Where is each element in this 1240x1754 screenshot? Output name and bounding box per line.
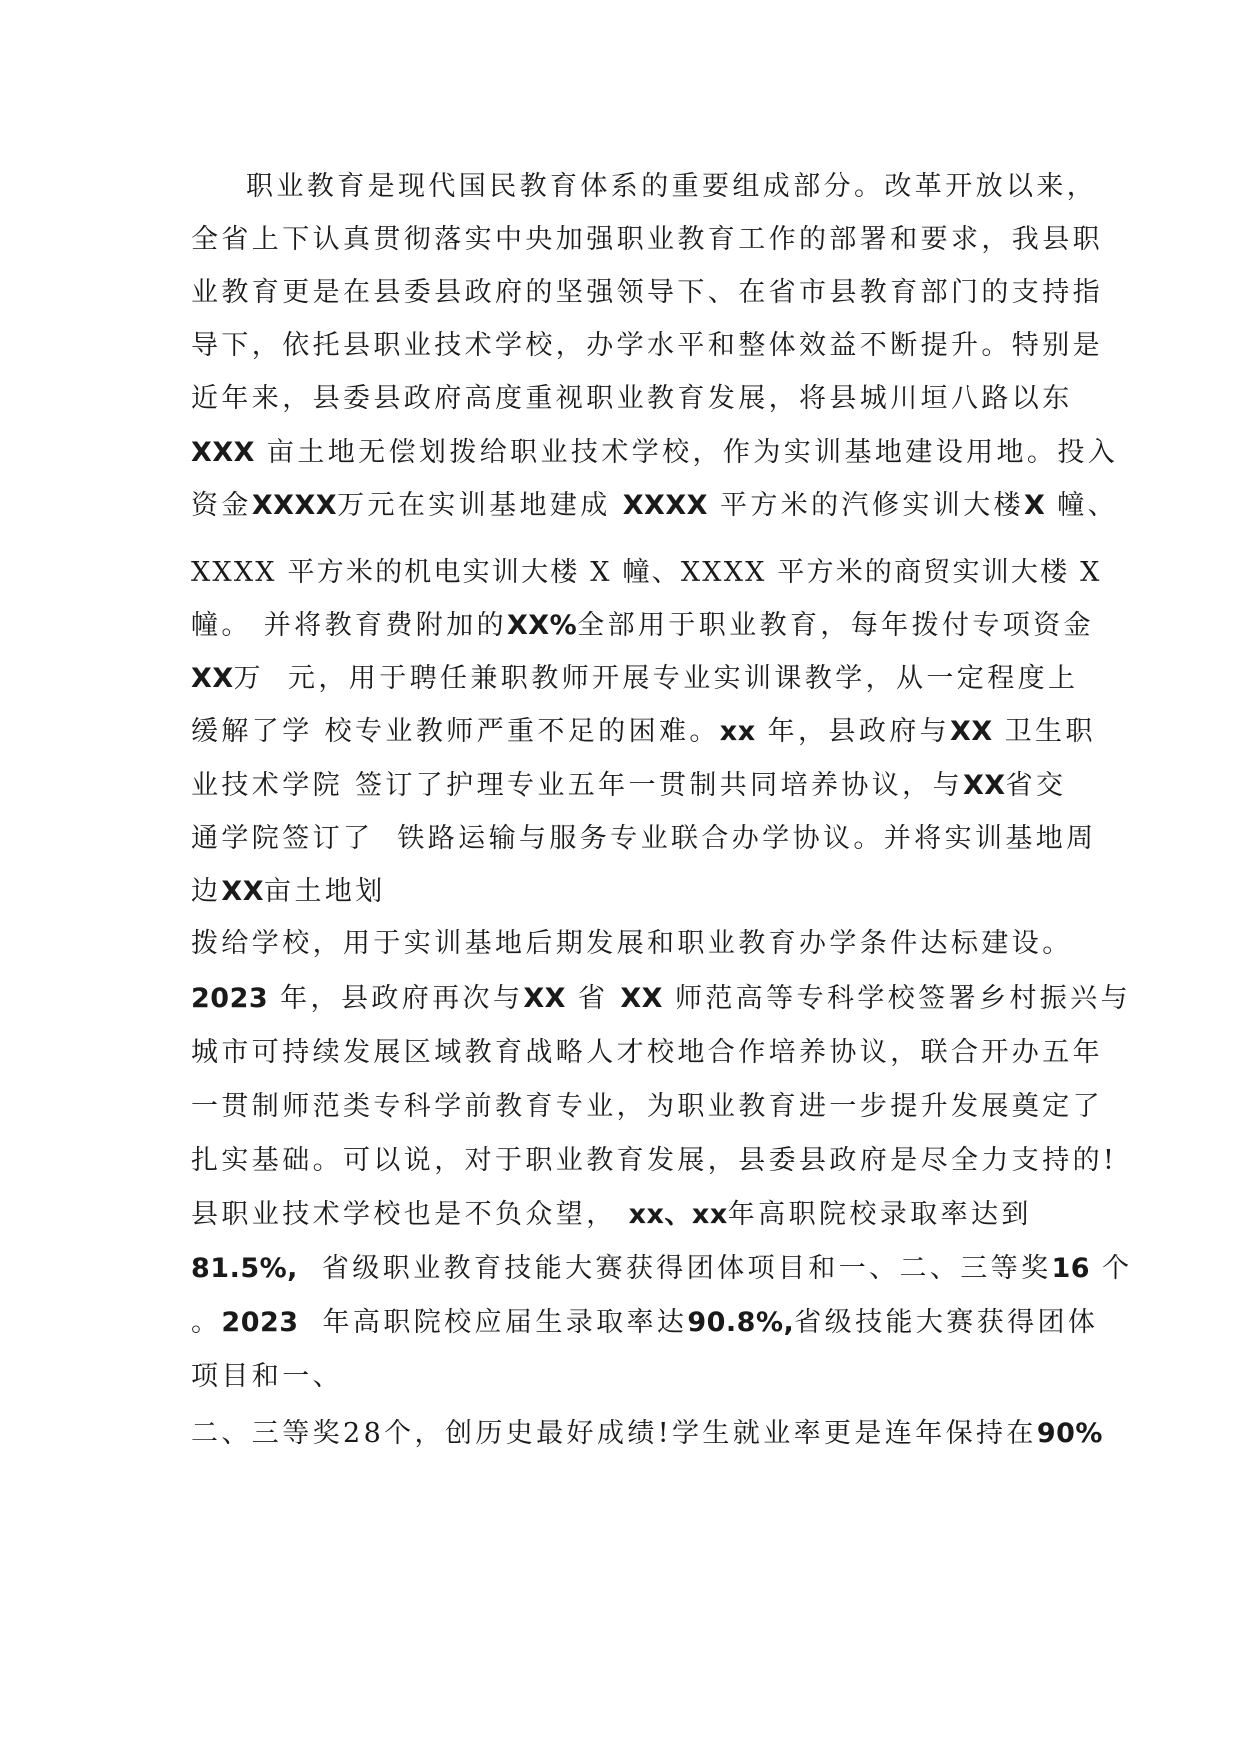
body-text: 全部用于职业教育，每年拨付专项资金 — [577, 610, 1094, 641]
emphasized-text: 2023 — [221, 1307, 299, 1338]
line-14 — [191, 875, 386, 909]
body-text: 缓解了学 校专业教师严重不足的困难。 — [191, 716, 720, 747]
line-2 — [191, 223, 1103, 257]
emphasized-text: XX — [962, 770, 1006, 801]
body-text: 通学院签订了 铁路运输与服务专业联合办学协议。并将实训基地周 — [191, 823, 1097, 854]
line-21 — [191, 1252, 1132, 1286]
body-text: 年高职院校应届生录取率达 — [298, 1307, 688, 1338]
body-text: 省级职业教育技能大赛获得团体项目和一、二、三等奖 — [297, 1253, 1052, 1284]
body-text: 项目和一、 — [191, 1361, 343, 1392]
line-16 — [191, 982, 1131, 1016]
emphasized-text: XX — [191, 663, 234, 694]
line-22 — [191, 1306, 1098, 1340]
emphasized-text: XX — [523, 983, 566, 1014]
body-text: 城市可持续发展区域教育战略人才校地合作培养协议，联合开办五年 — [191, 1037, 1103, 1068]
body-text: 一贯制师范类专科学前教育专业，为职业教育进一步提升发展奠定了 — [191, 1091, 1103, 1122]
emphasized-text: 90.8%, — [687, 1307, 795, 1338]
body-text: 县职业技术学校也是不负众望， — [191, 1199, 629, 1230]
line-24 — [191, 1417, 1103, 1451]
line-20 — [191, 1198, 1032, 1232]
emphasized-text: 90% — [1036, 1418, 1103, 1449]
body-text: 万元在实训基地建成 — [337, 490, 623, 521]
emphasized-text: XX — [620, 983, 663, 1014]
emphasized-text: xx、xx — [628, 1199, 728, 1230]
line-3 — [191, 276, 1103, 310]
line-8 — [191, 556, 1102, 590]
emphasized-text: XXX — [191, 437, 255, 468]
emphasized-text: XXXX — [251, 490, 338, 521]
emphasized-text: XX — [950, 716, 993, 747]
emphasized-text: 16 — [1051, 1253, 1091, 1284]
line-18 — [191, 1090, 1103, 1124]
body-text: 扎实基础。可以说，对于职业教育发展，县委县政府是尽全力支持的! — [191, 1145, 1118, 1176]
emphasized-text: XX% — [506, 610, 578, 641]
body-text: 二、三等奖28个，创历史最好成绩!学生就业率更是连年保持在 — [191, 1418, 1037, 1449]
body-text: 业技术学院 签订了护理专业五年一贯制共同培养协议，与 — [191, 770, 963, 801]
emphasized-text: X — [1023, 490, 1046, 521]
emphasized-text: xx — [719, 716, 756, 747]
body-text: 省交 — [1005, 770, 1067, 801]
body-text: 年，县政府与 — [755, 716, 951, 747]
body-text: 省 — [565, 983, 621, 1014]
line-4 — [191, 329, 1103, 363]
body-text: 亩土地无偿划拨给职业技术学校，作为实训基地建设用地。投入 — [254, 437, 1119, 468]
line-12 — [191, 769, 1066, 803]
line-7 — [191, 489, 1118, 523]
body-text: 亩土地划 — [264, 876, 386, 907]
body-text: 业教育更是在县委县政府的坚强领导下、在省市县教育部门的支持指 — [191, 277, 1103, 308]
body-text: 。 — [191, 1307, 222, 1338]
body-text: 个 — [1090, 1253, 1133, 1284]
line-10 — [191, 662, 1078, 696]
line-6 — [191, 436, 1118, 470]
emphasized-text: XXXX — [622, 490, 708, 521]
body-text: 师范高等专科学校签署乡村振兴与 — [663, 983, 1131, 1014]
body-text: 年高职院校录取率达到 — [727, 1199, 1032, 1230]
line-9 — [191, 609, 1094, 643]
emphasized-text: 81.5%, — [191, 1253, 298, 1284]
line-15 — [191, 927, 1073, 961]
body-text: 近年来，县委县政府高度重视职业教育发展，将县城川垣八路以东 — [191, 383, 1073, 414]
body-text: 省级技能大赛获得团体 — [794, 1307, 1099, 1338]
body-text: 职业教育是现代国民教育体系的重要组成部分。改革开放以来， — [246, 171, 1098, 202]
line-1 — [246, 170, 1097, 204]
line-23 — [191, 1360, 343, 1394]
body-text: 拨给学校，用于实训基地后期发展和职业教育办学条件达标建设。 — [191, 928, 1073, 959]
line-17 — [191, 1036, 1103, 1070]
body-text: 年，县政府再次与 — [268, 983, 524, 1014]
line-5 — [191, 382, 1073, 416]
body-text: 导下，依托县职业技术学校，办学水平和整体效益不断提升。特别是 — [191, 330, 1103, 361]
body-text: XXXX 平方米的机电实训大楼 X 幢、XXXX 平方米的商贸实训大楼 X — [191, 557, 1102, 588]
body-text: 幢、 — [1045, 490, 1119, 521]
body-text: 卫生职 — [992, 716, 1096, 747]
body-text: 全省上下认真贯彻落实中央加强职业教育工作的部署和要求，我县职 — [191, 224, 1103, 255]
body-text: 幢。 并将教育费附加的 — [191, 610, 507, 641]
body-text: 资金 — [191, 490, 252, 521]
line-19 — [191, 1144, 1117, 1178]
body-text: 平方米的汽修实训大楼 — [707, 490, 1024, 521]
line-11 — [191, 715, 1096, 749]
body-text: 万 元，用于聘任兼职教师开展专业实训课教学，从一定程度上 — [233, 663, 1079, 694]
emphasized-text: XX — [221, 876, 265, 907]
line-13 — [191, 822, 1097, 856]
body-text: 边 — [191, 876, 222, 907]
emphasized-text: 2023 — [191, 983, 269, 1014]
